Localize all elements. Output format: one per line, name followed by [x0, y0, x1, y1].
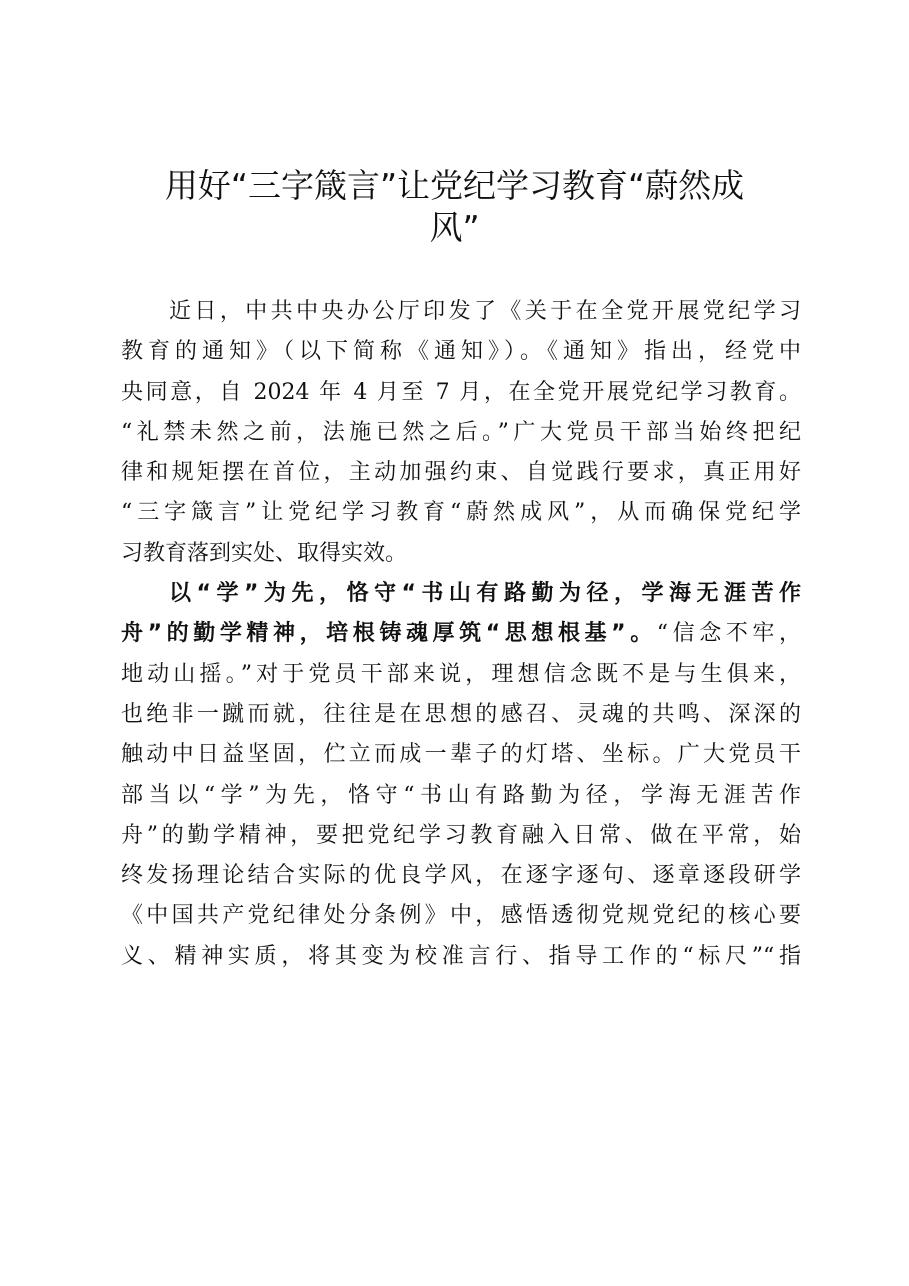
paragraph-1-line-1: 近日，中共中央办公厅印发了《关于在全党开展党纪学习: [169, 299, 801, 324]
paragraph-2-line-2-rest: “信念不牢，: [656, 621, 801, 647]
title-line-2: 风”: [429, 208, 480, 247]
paragraph-1-line-5: 律和规矩摆在首位，主动加强约束、自觉践行要求，真正用好: [121, 460, 801, 486]
paragraph-1-line-6: “三字箴言”让党纪学习教育“蔚然成风”，从而确保党纪学: [121, 500, 801, 526]
paragraph-1-line-3: 央同意，自 2024 年 4 月至 7 月，在全党开展党纪学习教育。: [121, 379, 801, 405]
paragraph-1-line-2: 教育的通知》（以下简称《通知》）。《通知》指出，经党中: [121, 339, 801, 365]
paragraph-2-line-2: [121, 614, 801, 654]
title-line-1: 用好“三字箴言”让党纪学习教育“蔚然成: [164, 166, 745, 205]
document-body: [121, 292, 801, 977]
paragraph-2-line-7: 舟”的勤学精神，要把党纪学习教育融入日常、做在平常，始: [121, 822, 801, 848]
paragraph-2-line-4: 也绝非一蹴而就，往往是在思想的感召、灵魂的共鸣、深深的: [121, 701, 801, 727]
paragraph-2-line-8: 终发扬理论结合实际的优良学风，在逐字逐句、逐章逐段研学: [121, 863, 801, 889]
paragraph-2-line-3: 地动山摇。”对于党员干部来说，理想信念既不是与生俱来，: [121, 661, 801, 687]
paragraph-1-line-4: “礼禁未然之前，法施已然之后。”广大党员干部当始终把纪: [121, 419, 801, 445]
paragraph-2-line-5: 触动中日益坚固，伫立而成一辈子的灯塔、坐标。广大党员干: [121, 742, 801, 768]
paragraph-1-line-7: 习教育落到实处、取得实效。: [121, 540, 408, 566]
paragraph-2-line-10: 义、精神实质，将其变为校准言行、指导工作的“标尺”“指: [121, 943, 801, 969]
document-title: [110, 165, 799, 249]
paragraph-2-lead-line-1: 以“学”为先，恪守“书山有路勤为径，学海无涯苦作: [169, 581, 801, 607]
paragraph-2-lead-line-2: 舟”的勤学精神，培根铸魂厚筑“思想根基”。: [121, 621, 657, 647]
paragraph-2-line-6: 部当以“学”为先，恪守“书山有路勤为径，学海无涯苦作: [121, 782, 801, 808]
paragraph-2-line-9: 《中国共产党纪律处分条例》中，感悟透彻党规党纪的核心要: [121, 903, 801, 929]
